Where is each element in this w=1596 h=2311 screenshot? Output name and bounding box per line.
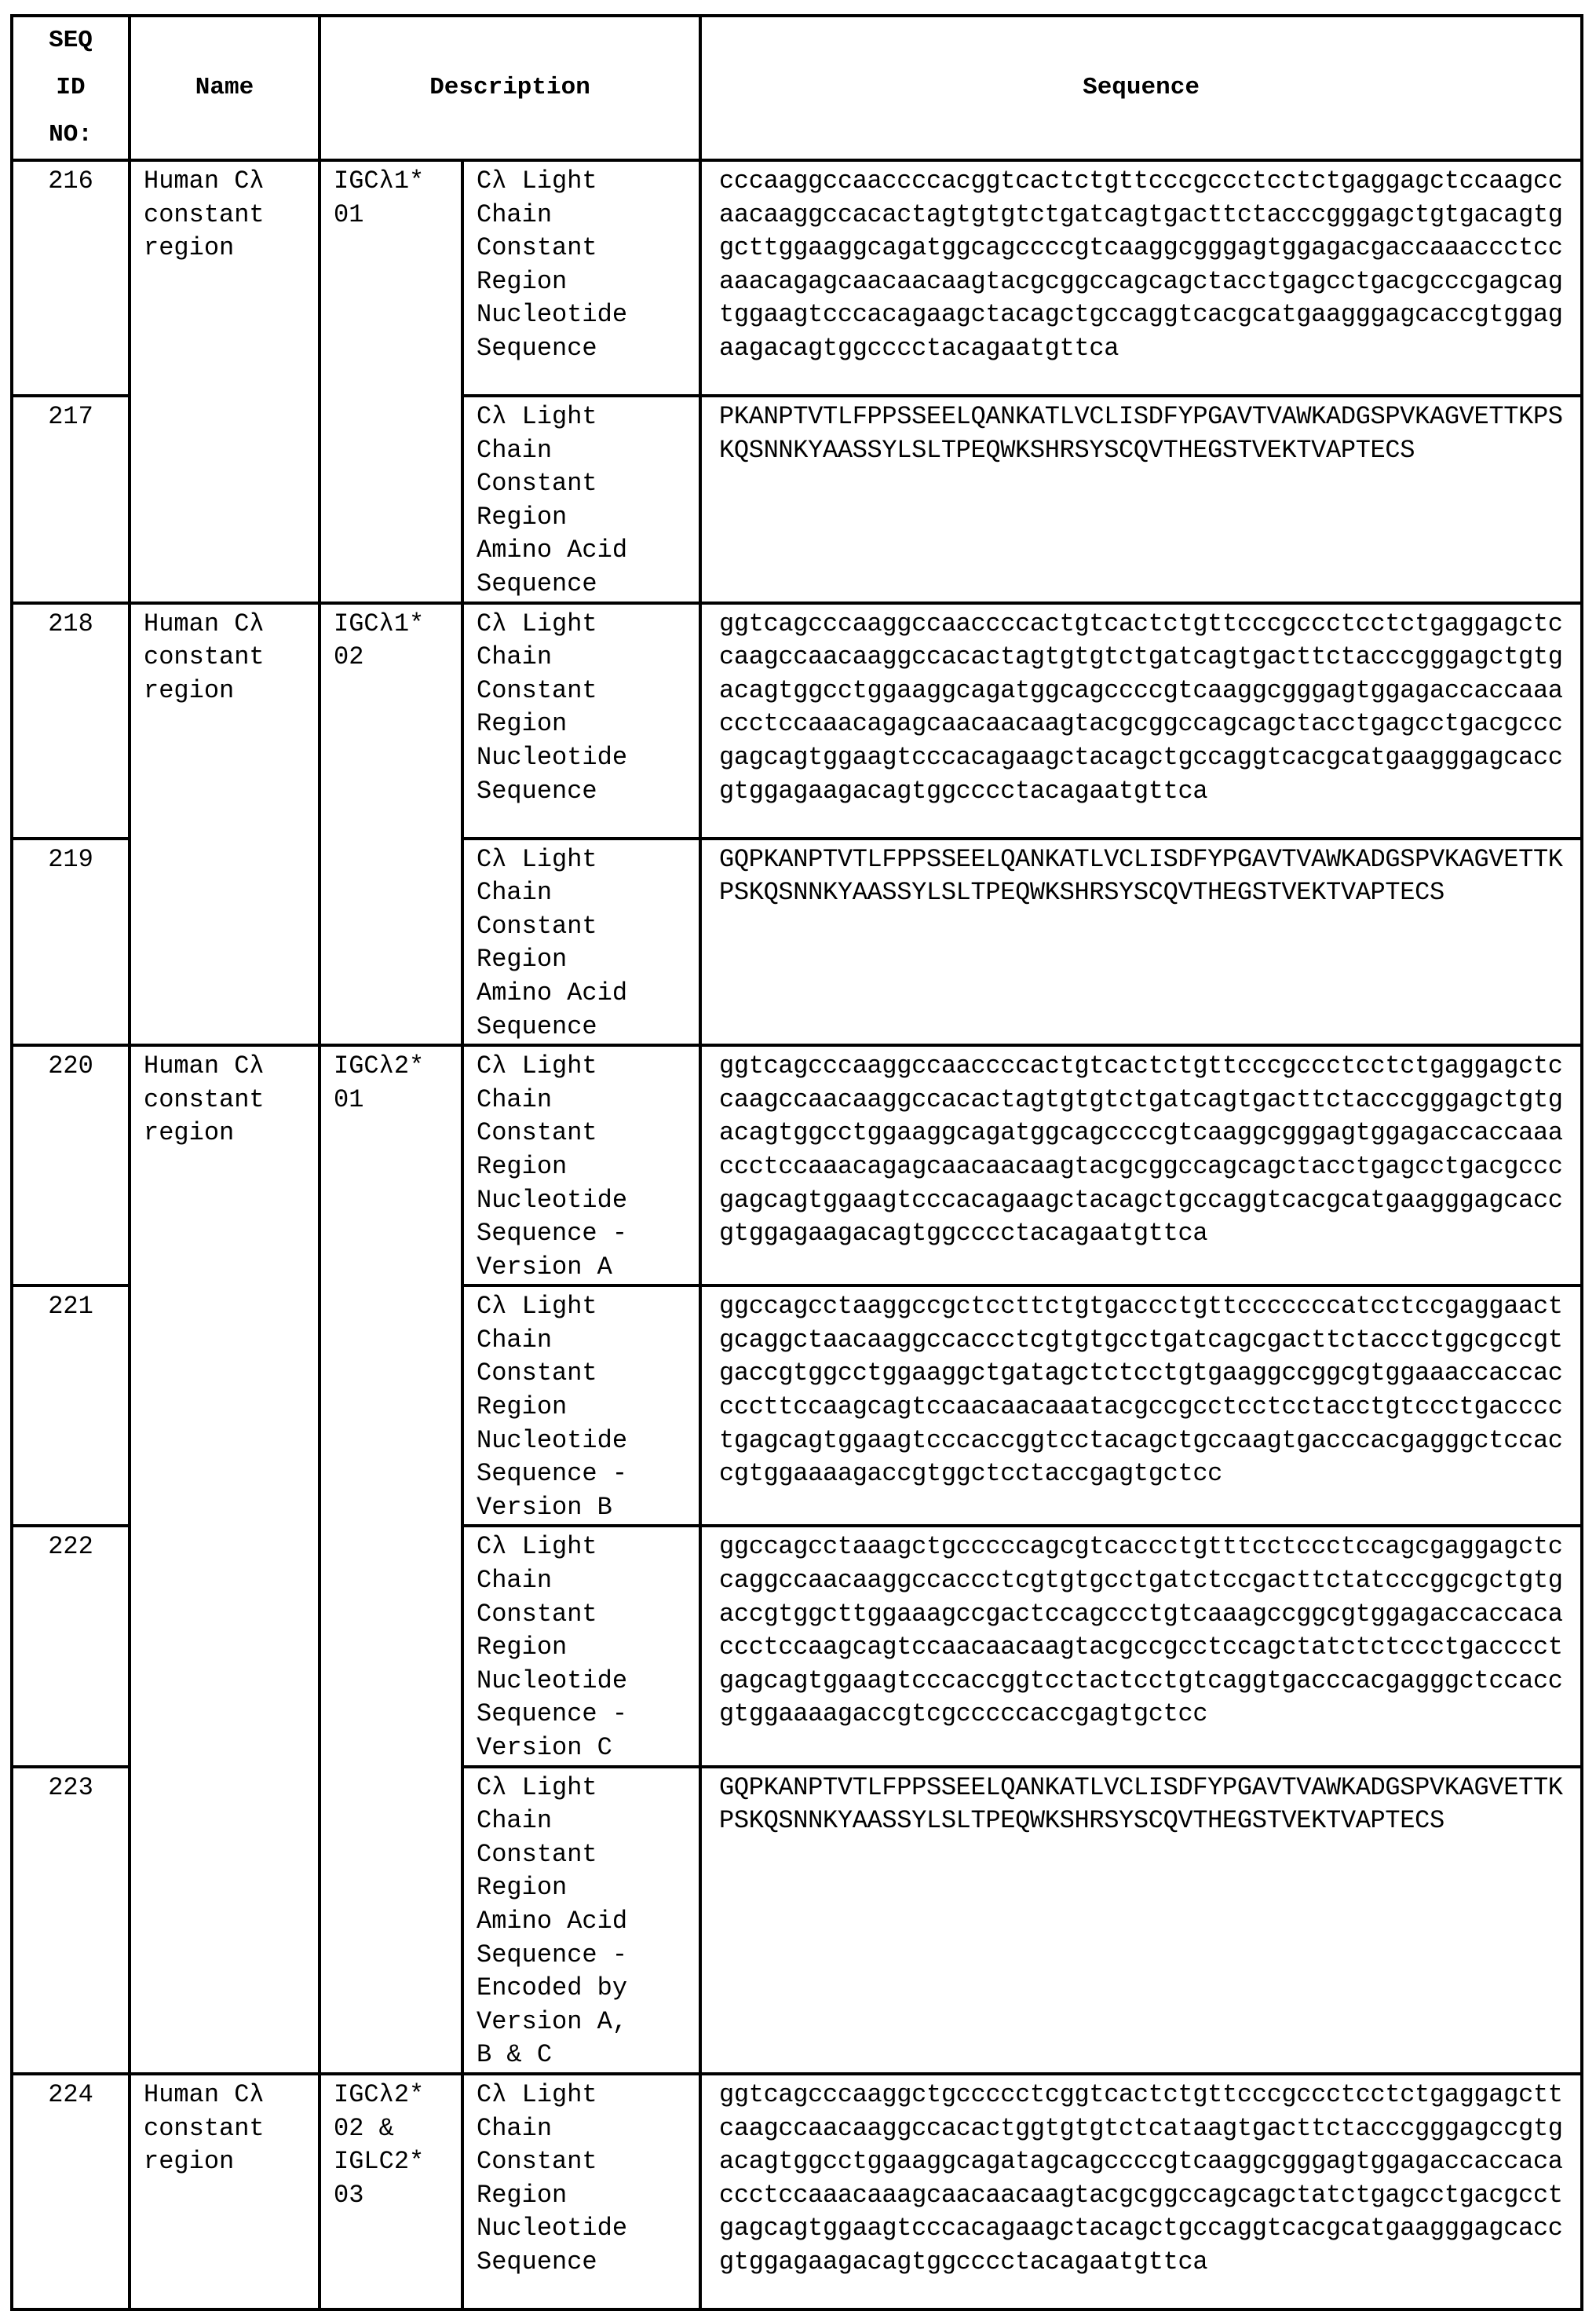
sequence: ggccagcctaaggccgctccttctgtgaccctgttcccccccatcctccgaggaactgcaggctaacaaggccaccctcgtgtgcctgatcagcgacttctaccctggcgccgtgaccgtggcctggaaggctgatagctctcctgtgaaggccggcgtggaaaccaccaccccttccaagcagtccaacaacaaatacgccgcctcctcctacctgtccctgacccctgagcagtggaagtcccaccggtcctacagctgccaagtgacccacgagggctccaccgtggaaaagaccgtggctcctaccgagtgctcc xyxy=(719,1292,1563,1489)
description-cell xyxy=(462,396,700,603)
seq-id: 221 xyxy=(48,1292,93,1322)
description-cell xyxy=(462,1285,700,1526)
description-cell xyxy=(462,1526,700,1766)
description: Cλ Light Chain Constant Region Amino Acid Sequence - Encoded by Version A, B & C xyxy=(477,1772,628,2070)
seq-id-cell xyxy=(12,396,130,603)
description-cell xyxy=(462,1767,700,2074)
seq-id: 222 xyxy=(48,1532,93,1562)
description: Cλ Light Chain Constant Region Nucleotide Sequence - Version A xyxy=(477,1051,628,1282)
description: Cλ Light Chain Constant Region Nucleotide Sequence - Version C xyxy=(477,1532,628,1762)
description: Cλ Light Chain Constant Region Nucleotide Sequence xyxy=(477,2079,628,2276)
description-cell xyxy=(462,1045,700,1285)
name: Human Cλ constant region xyxy=(144,609,265,705)
sequence-cell xyxy=(700,1526,1582,1766)
seq-id-cell xyxy=(12,1767,130,2074)
seq-id: 216 xyxy=(48,166,93,196)
sequence-cell xyxy=(700,839,1582,1046)
seq-id: 218 xyxy=(48,609,93,638)
seq-id-cell xyxy=(12,1526,130,1766)
name: Human Cλ constant region xyxy=(144,2079,265,2177)
sequence: ggtcagcccaaggccaaccccactgtcactctgttcccgccctcctctgaggagctccaagccaacaaggccacactagtgtgtctgatcagtgacttctacccgggagctgtgacagtggcctggaaggcagatggcagccccgtcaaggcgggagtggagaccaccaaaccctccaaacagagcaacaacaagtacgcggccagcagctacctgagcctgacgcccgagcagtggaagtcccacagaagctacagctgccaggtcacgcatgaagggagcaccgtggagaagacagtggcccctacagaatgttca xyxy=(719,1051,1563,1249)
description: Cλ Light Chain Constant Region Amino Acid Sequence xyxy=(477,844,628,1041)
table-row xyxy=(12,603,1582,839)
sequence-table xyxy=(10,14,1583,2311)
seq-id-cell xyxy=(12,2074,130,2309)
description-cell xyxy=(462,603,700,839)
sequence: GQPKANPTVTLFPPSSEELQANKATLVCLISDFYPGAVTVAWKADGSPVKAGVETTKPSKQSNNKYAASSYLSLTPEQWKSHRSYSCQVTHEGSTVEKTVAPTECS xyxy=(719,1772,1563,1836)
seq-id: 217 xyxy=(48,402,93,431)
sequence-cell xyxy=(700,603,1582,839)
seq-id: 224 xyxy=(48,2079,93,2109)
header-row xyxy=(12,16,1582,160)
sequence: cccaaggccaaccccacggtcactctgttcccgccctcctctgaggagctccaagccaacaaggccacactagtgtgtctgatcagtgacttctacccgggagctgtgacagtggcttggaaggcagatggcagccccgtcaaggcgggagtggagacgaccaaaccctccaaacagagcaacaacaagtacgcggccagcagctacctgagcctgacgcccgagcagtggaagtcccacagaagctacagctgccaggtcacgcatgaagggagcaccgtggagaagacagtggcccctacagaatgttca xyxy=(719,166,1563,363)
seq-id: 219 xyxy=(48,844,93,874)
name: Human Cλ constant region xyxy=(144,1051,265,1148)
sequence-cell xyxy=(700,1767,1582,2074)
header-seq-id xyxy=(12,16,130,160)
name-cell xyxy=(130,1045,320,2074)
header-sequence: Sequence xyxy=(700,16,1582,160)
sequence: ggtcagcccaaggccaaccccactgtcactctgttcccgccctcctctgaggagctccaagccaacaaggccacactagtgtgtctgatcagtgacttctacccgggagctgtgacagtggcctggaaggcagatggcagccccgtcaaggcgggagtggagaccaccaaaccctccaaacagagcaacaacaagtacgcggccagcagctacctgagcctgacgcccgagcagtggaagtcccacagaagctacagctgccaggtcacgcatgaagggagcaccgtggagaagacagtggcccctacagaatgttca xyxy=(719,609,1563,806)
allele-cell xyxy=(320,2074,462,2309)
name-cell xyxy=(130,160,320,603)
description-cell xyxy=(462,2074,700,2309)
header-description: Description xyxy=(320,16,700,160)
sequence: ggtcagcccaaggctgccccctcggtcactctgttcccgccctcctctgaggagcttcaagccaacaaggccacactggtgtgtctcataagtgacttctacccgggagccgtgacagtggcctggaaggcagatagcagccccgtcaaggcgggagtggagaccaccacaccctccaaacaaagcaacaacaagtacgcggccagcagctatctgagcctgacgcctgagcagtggaagtcccacagaagctacagctgccaggtcacgcatgaagggagcaccgtggagaagacagtggcccctacagaatgttca xyxy=(719,2079,1563,2276)
header-name: Name xyxy=(130,16,320,160)
seq-id: 223 xyxy=(48,1772,93,1802)
seq-id-cell xyxy=(12,839,130,1046)
name: Human Cλ constant region xyxy=(144,166,265,263)
sequence: PKANPTVTLFPPSSEELQANKATLVCLISDFYPGAVTVAWKADGSPVKAGVETTKPSKQSNNKYAASSYLSLTPEQWKSHRSYSCQVTHEGSTVEKTVAPTECS xyxy=(719,402,1563,465)
sequence-cell xyxy=(700,160,1582,396)
description: Cλ Light Chain Constant Region Nucleotide Sequence xyxy=(477,609,628,806)
allele: IGCλ2* 02 & IGLC2* 03 xyxy=(334,2079,425,2210)
seq-id: 220 xyxy=(48,1051,93,1081)
table-row xyxy=(12,1045,1582,1285)
header-seq-id-label: SEQ ID NO: xyxy=(49,27,93,148)
allele-cell xyxy=(320,160,462,603)
sequence-cell xyxy=(700,1045,1582,1285)
name-cell xyxy=(130,603,320,1046)
sequence: GQPKANPTVTLFPPSSEELQANKATLVCLISDFYPGAVTVAWKADGSPVKAGVETTKPSKQSNNKYAASSYLSLTPEQWKSHRSYSCQVTHEGSTVEKTVAPTECS xyxy=(719,844,1563,908)
description-cell xyxy=(462,839,700,1046)
sequence-cell xyxy=(700,396,1582,603)
allele-cell xyxy=(320,1045,462,2074)
sequence: ggccagcctaaagctgcccccagcgtcaccctgtttcctccctccagcgaggagctccaggccaacaaggccaccctcgtgtgcctgatctccgacttctatcccggcgctgtgaccgtggcttggaaagccgactccagccctgtcaaagccggcgtggagaccaccacaccctccaagcagtccaacaacaagtacgccgcctccagctatctctccctgacccctgagcagtggaagtcccaccggtcctactcctgtcaggtgacccacgagggctccaccgtggaaaagaccgtcgcccccaccgagtgctcc xyxy=(719,1532,1563,1729)
sequence-cell xyxy=(700,1285,1582,1526)
description: Cλ Light Chain Constant Region Nucleotide Sequence xyxy=(477,166,628,363)
allele: IGCλ2* 01 xyxy=(334,1051,425,1114)
seq-id-cell xyxy=(12,603,130,839)
seq-id-cell xyxy=(12,160,130,396)
allele: IGCλ1* 02 xyxy=(334,609,425,672)
seq-id-cell xyxy=(12,1285,130,1526)
description: Cλ Light Chain Constant Region Nucleotide Sequence - Version B xyxy=(477,1292,628,1522)
allele-cell xyxy=(320,603,462,1046)
description-cell xyxy=(462,160,700,396)
allele: IGCλ1* 01 xyxy=(334,166,425,229)
table-row xyxy=(12,2074,1582,2309)
sequence-cell xyxy=(700,2074,1582,2309)
seq-id-cell xyxy=(12,1045,130,1285)
description: Cλ Light Chain Constant Region Amino Acid Sequence xyxy=(477,402,628,598)
table-row xyxy=(12,160,1582,396)
name-cell xyxy=(130,2074,320,2309)
